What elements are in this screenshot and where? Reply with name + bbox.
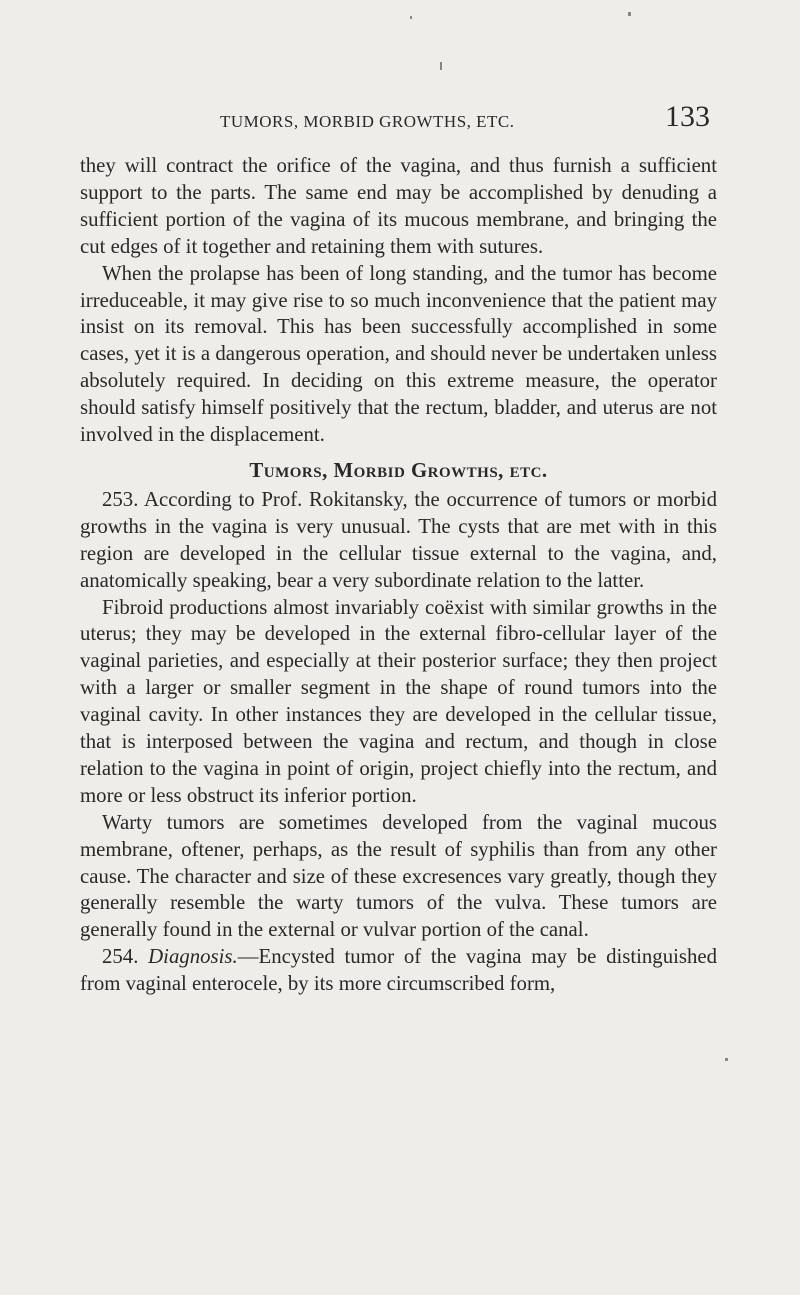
paragraph-254-text: —Encysted tumor of the vagina may be distinguished from vaginal enterocele, by its more circumscribed form, (80, 945, 718, 996)
paragraph-253 (80, 487, 717, 595)
print-speck (628, 12, 631, 16)
body-text (80, 153, 717, 998)
section-heading: Tumors, Morbid Growths, etc. (249, 458, 548, 482)
paragraph-continuation: they will contract the orifice of the vagina, and thus furnish a sufficient support to the parts. The same end may be accomplished by denuding a sufficient portion of the vagina of its mucous membrane, and bringing the cut edges of it together and retaining them with sutures. (80, 154, 717, 258)
running-title: TUMORS, MORBID GROWTHS, ETC. (220, 112, 515, 131)
print-speck (440, 62, 442, 70)
paragraph-254 (80, 944, 717, 998)
print-speck (725, 1058, 728, 1061)
diagnosis-lead: Diagnosis. (148, 945, 238, 969)
running-header (80, 100, 710, 140)
section-number-254: 254. (102, 945, 139, 969)
paragraph-fibroid: Fibroid productions almost invariably coëxist with similar growths in the uterus; they may be developed in the external fibro-cellular layer of the vaginal parieties, and especially at their posterior surface; they then project with a larger or smaller segment in the shape of round tumors into the vaginal cavity. In other instances they are developed in the cellular tissue, that is interposed between the vagina and rectum, and though in close relation to the vagina in point of origin, project chiefly into the rectum, and more or less obstruct its inferior portion. (80, 595, 717, 807)
print-speck (410, 16, 412, 19)
section-number-253: 253. (102, 487, 139, 511)
paragraph-253-text: According to Prof. Rokitansky, the occurrence of tumors or morbid growths in the vagina is very unusual. The cysts that are met with in this region are developed in the cellular tissue external to the vagina, and, anatomically speaking, bear a very subordinate relation to the latter. (80, 487, 717, 592)
paragraph-warty: Warty tumors are sometimes developed from the vaginal mucous membrane, oftener, perhaps, as the result of syphilis than from any other cause. The character and size of these excresences vary greatly, though they generally resemble the warty tumors of the vulva. These tumors are generally found in the external or vulvar portion of the canal. (80, 810, 717, 942)
page-number: 133 (665, 100, 710, 133)
paragraph-prolapse: When the prolapse has been of long standing, and the tumor has become irreduceable, it may give rise to so much inconvenience that the patient may insist on its removal. This has been successfully accomplished in some cases, yet it is a dangerous operation, and should never be undertaken unless absolutely required. In deciding on this extreme measure, the operator should satisfy himself positively that the rectum, bladder, and uterus are not involved in the displacement. (80, 261, 717, 447)
